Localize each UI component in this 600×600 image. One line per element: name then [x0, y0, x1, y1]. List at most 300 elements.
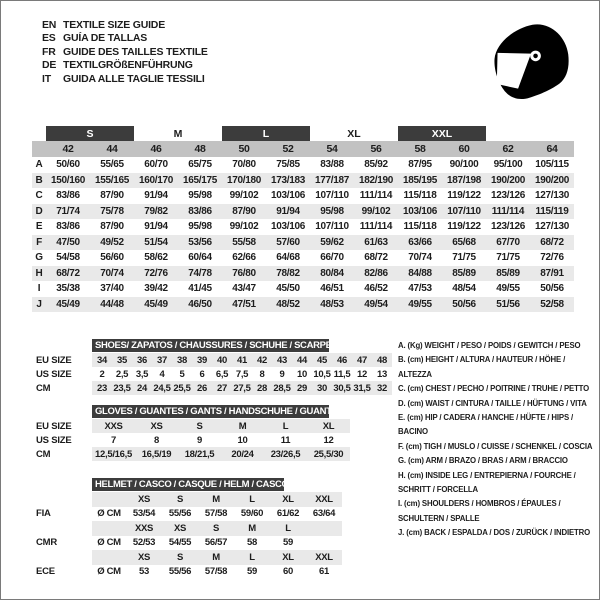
- cell-value: 165/175: [178, 173, 222, 189]
- size-band-label: M: [173, 127, 183, 140]
- legend-item: H. (cm) INSIDE LEG / ENTREPIERNA / FOURCHE / SCHRITT / FORCELLA: [398, 470, 576, 495]
- cell-value: 27: [212, 381, 232, 395]
- cell-value: 54/58: [56, 252, 80, 264]
- cell-value: 6: [199, 368, 205, 380]
- cell-value: 8: [259, 368, 265, 380]
- cell-value: 87/90: [100, 190, 124, 202]
- cell-value: 95/98: [310, 204, 354, 220]
- language-title-list: [42, 19, 208, 86]
- textile-size-table: [32, 126, 574, 312]
- language-code: FR: [42, 45, 56, 58]
- corner-cell: [32, 141, 46, 157]
- row-label: EU SIZE: [36, 420, 72, 432]
- size-number: 60: [442, 141, 486, 157]
- cell-value: 59: [247, 566, 257, 578]
- cell-value: 185/195: [398, 173, 442, 189]
- cell-value: 7,5: [235, 368, 249, 380]
- legend-item: A. (Kg) WEIGHT / PESO / POIDS / GEWITCH / PESO: [398, 341, 581, 350]
- cell-value: 84/88: [398, 266, 442, 282]
- size-number: 56: [354, 141, 398, 157]
- cell-value: 7: [111, 434, 116, 446]
- row-label: [29, 550, 92, 565]
- cell-value: 60/70: [144, 159, 168, 171]
- cell-value: 67/70: [486, 235, 530, 251]
- cell-value: 111/114: [359, 190, 393, 202]
- legend-item: I. (cm) SHOULDERS / HOMBROS / ÉPAULES / SCHULTERN / SPALLE: [398, 499, 561, 523]
- cell-value: 107/110: [315, 221, 349, 233]
- cell-value: 46: [332, 353, 352, 367]
- cell-value: 48/54: [452, 283, 476, 295]
- row-letter: F: [32, 235, 46, 251]
- row-label: US SIZE: [36, 368, 72, 380]
- cell-value: 55/56: [168, 508, 192, 520]
- cell-value: 68/72: [46, 266, 90, 282]
- cell-value: 63/66: [398, 235, 442, 251]
- cell-value: 12,5/16,5: [92, 447, 135, 461]
- cell-value: 115/118: [403, 190, 437, 202]
- size-band-label: [486, 126, 530, 141]
- row-label: US SIZE: [36, 434, 72, 446]
- legend-item: E. (cm) HIP / CADERA / HANCHE / HÜFTE / HIPS / BACINO: [398, 413, 574, 437]
- language-title: GUIDA ALLE TAGLIE TESSILI: [63, 72, 205, 85]
- cell-value: 29: [292, 381, 312, 395]
- cell-value: 107/110: [315, 190, 349, 202]
- size-label: XXL: [306, 492, 342, 507]
- cell-value: 45/50: [276, 283, 300, 295]
- table-row: [32, 157, 574, 173]
- row-letter: I: [37, 283, 41, 295]
- cell-value: 59/60: [240, 508, 264, 520]
- shoes-section-title: SHOES/ ZAPATOS / CHAUSSURES / SCHUHE / SCARPE: [92, 339, 329, 352]
- cell-value: 20/24: [221, 447, 264, 461]
- cell-value: 82/86: [354, 266, 398, 282]
- cell-value: 83/86: [56, 221, 80, 233]
- cell-value: 52/58: [530, 297, 574, 313]
- cell-value: 87/90: [222, 204, 266, 220]
- cell-value: 87/90: [100, 221, 124, 233]
- cell-value: 150/160: [46, 173, 90, 189]
- size-band-label: XL: [347, 127, 361, 140]
- cell-value: 83/86: [56, 190, 80, 202]
- table-row: [32, 281, 574, 297]
- cell-value: 57/58: [204, 566, 228, 578]
- size-label: XS: [162, 521, 198, 536]
- cell-value: 50/56: [540, 283, 564, 295]
- row-label: CMR: [36, 537, 58, 549]
- cell-value: 47/53: [408, 283, 432, 295]
- cell-value: 56/60: [100, 252, 124, 264]
- cell-value: 2,5: [115, 368, 129, 380]
- cell-value: 177/187: [310, 173, 354, 189]
- size-label: XL: [270, 492, 306, 507]
- size-label: [306, 521, 342, 536]
- row-letter: C: [35, 190, 43, 202]
- cell-value: 48/52: [266, 297, 310, 313]
- cell-value: 66/70: [320, 252, 344, 264]
- table-row: [29, 381, 392, 395]
- language-row: [42, 73, 208, 86]
- cell-value: 25,5: [173, 382, 191, 394]
- cell-value: 46/50: [178, 297, 222, 313]
- cell-value: 103/106: [398, 204, 442, 220]
- helmet-sizes-row: [29, 550, 342, 565]
- row-label: [29, 521, 92, 536]
- cell-value: 62/66: [232, 252, 256, 264]
- cell-value: 90/100: [449, 159, 479, 171]
- cell-value: 37: [152, 353, 172, 367]
- cell-value: 57/60: [266, 235, 310, 251]
- cell-value: 127/130: [534, 190, 570, 202]
- cell-value: 72/76: [540, 252, 564, 264]
- cell-value: 28,5: [273, 382, 291, 394]
- cell-value: 68/72: [530, 235, 574, 251]
- cell-value: 41/45: [188, 283, 212, 295]
- helmet-values-row: [29, 507, 342, 522]
- helmet-size-table: [29, 492, 342, 579]
- cell-value: 30: [312, 381, 332, 395]
- cell-value: 9: [197, 434, 202, 446]
- cell-value: 70/74: [408, 252, 432, 264]
- cell-value: 103/106: [270, 221, 306, 233]
- table-row: [32, 250, 574, 266]
- cell-value: 24,5: [153, 382, 171, 394]
- row-label: CM: [36, 448, 51, 460]
- size-label: S: [198, 521, 234, 536]
- cell-value: 37/40: [100, 283, 124, 295]
- cell-value: 10: [237, 434, 248, 446]
- cell-value: 75/85: [276, 159, 300, 171]
- size-label: XXS: [126, 521, 162, 536]
- helmet-sizes-row: [29, 492, 342, 507]
- size-band-label: S: [46, 126, 134, 141]
- row-label: CM: [36, 382, 51, 394]
- cell-value: 27,5: [233, 382, 251, 394]
- cell-value: 70/74: [90, 266, 134, 282]
- size-number: 46: [134, 141, 178, 157]
- size-band-row: [32, 126, 574, 141]
- cell-value: 68/72: [364, 252, 388, 264]
- cell-value: 46/52: [364, 283, 388, 295]
- row-letter: H: [32, 266, 46, 282]
- cell-value: 49/54: [354, 297, 398, 313]
- size-band-label: [32, 126, 46, 141]
- cell-value: 58/62: [144, 252, 168, 264]
- cell-value: 76/80: [222, 266, 266, 282]
- cell-value: 190/200: [486, 173, 530, 189]
- cell-value: 11,5: [333, 368, 351, 380]
- language-code: IT: [42, 72, 51, 85]
- cell-value: 65/75: [188, 159, 212, 171]
- cell-value: 91/94: [144, 221, 168, 233]
- legend-item: D. (cm) WAIST / CINTURA / TAILLE / HÜFTUNG / VITA: [398, 398, 587, 408]
- cell-value: 43: [272, 353, 292, 367]
- row-letter: G: [35, 252, 43, 264]
- cell-value: 6,5: [215, 368, 229, 380]
- cell-value: 16,5/19: [135, 447, 178, 461]
- cell-value: 45/49: [46, 297, 90, 313]
- cell-value: 12: [323, 434, 334, 446]
- table-row: [32, 235, 574, 251]
- cell-value: 56/57: [204, 537, 228, 549]
- cell-value: 173/183: [266, 173, 310, 189]
- cell-value: 119/122: [447, 190, 481, 202]
- cell-value: 5: [179, 368, 185, 380]
- cell-value: 83/88: [320, 159, 344, 171]
- cell-value: 44/48: [90, 297, 134, 313]
- cell-value: 44: [292, 353, 312, 367]
- cell-value: 41: [232, 353, 252, 367]
- size-label: M: [198, 492, 234, 507]
- cell-value: 187/198: [442, 173, 486, 189]
- cell-value: 107/110: [442, 204, 486, 220]
- cell-value: 99/102: [229, 221, 259, 233]
- table-row: [32, 173, 574, 189]
- unit-cell: [92, 492, 126, 507]
- cell-value: 59: [283, 537, 293, 549]
- unit-cell: [92, 550, 126, 565]
- cell-value: 43/47: [232, 283, 256, 295]
- table-row: [29, 433, 350, 447]
- cell-value: 71/74: [46, 204, 90, 220]
- size-label: XS: [126, 550, 162, 565]
- table-row: [32, 188, 574, 204]
- cell-value: 52/53: [132, 537, 156, 549]
- size-number: 58: [398, 141, 442, 157]
- cell-value: 51/54: [134, 235, 178, 251]
- cell-value: 45: [312, 353, 332, 367]
- size-label: L: [234, 550, 270, 565]
- cell-value: 115/118: [403, 221, 437, 233]
- size-label: M: [198, 550, 234, 565]
- cell-value: 99/102: [354, 204, 398, 220]
- legend-item: J. (cm) BACK / ESPALDA / DOS / ZURÜCK / INDIETRO: [398, 528, 591, 538]
- cell-value: [306, 536, 342, 551]
- cell-value: 61/62: [276, 508, 300, 520]
- cell-value: 31,5: [353, 382, 371, 394]
- cell-value: 64/68: [276, 252, 300, 264]
- cell-value: 35: [112, 353, 132, 367]
- cell-value: 18/21,5: [178, 447, 221, 461]
- cell-value: 57/58: [204, 508, 228, 520]
- gloves-section-title: GLOVES / GUANTES / GANTS / HANDSCHUHE / GUANTI: [92, 405, 329, 418]
- cell-value: 58: [247, 537, 257, 549]
- size-band-label: L: [222, 126, 310, 141]
- cell-value: 60/64: [188, 252, 212, 264]
- size-label: S: [162, 492, 198, 507]
- cell-value: 49/55: [398, 297, 442, 313]
- cell-value: 53: [139, 566, 149, 578]
- cell-value: 25,5/30: [307, 447, 350, 461]
- language-code: DE: [42, 59, 57, 72]
- cell-value: 83/86: [178, 204, 222, 220]
- cell-value: 12: [357, 368, 367, 380]
- cell-value: 79/82: [134, 204, 178, 220]
- table-row: [29, 353, 392, 367]
- cell-value: XS: [135, 419, 178, 433]
- size-label: M: [234, 521, 270, 536]
- cell-value: 23,5: [113, 382, 131, 394]
- helmet-icon: [493, 19, 569, 105]
- cell-value: 59/62: [310, 235, 354, 251]
- cell-value: 10,5: [313, 368, 331, 380]
- cell-value: 26: [192, 381, 212, 395]
- table-row: [32, 266, 574, 282]
- cell-value: 24: [132, 381, 152, 395]
- size-label: XL: [270, 550, 306, 565]
- cell-value: XL: [307, 419, 350, 433]
- cell-value: 30,5: [333, 382, 351, 394]
- table-row: [29, 447, 350, 461]
- cell-value: S: [178, 419, 221, 433]
- table-row: [32, 297, 574, 313]
- unit-cell: [92, 521, 126, 536]
- cell-value: 47/50: [46, 235, 90, 251]
- cell-value: 48/53: [310, 297, 354, 313]
- cell-value: 53/56: [178, 235, 222, 251]
- cell-value: 61: [319, 566, 329, 578]
- cell-value: 99/102: [229, 190, 259, 202]
- cell-value: 53/54: [132, 508, 156, 520]
- language-row: [42, 32, 208, 45]
- cell-value: 123/126: [490, 221, 526, 233]
- row-letter: B: [32, 173, 46, 189]
- cell-value: 95/98: [188, 221, 212, 233]
- cell-value: 123/126: [490, 190, 526, 202]
- cell-value: 111/114: [359, 221, 393, 233]
- row-letter: D: [32, 204, 46, 220]
- cell-value: 40: [212, 353, 232, 367]
- cell-value: 54/55: [168, 537, 192, 549]
- size-label: S: [162, 550, 198, 565]
- table-row: [32, 204, 574, 220]
- helmet-values-row: [29, 536, 342, 551]
- row-letter: E: [35, 221, 43, 233]
- cell-value: 13: [377, 368, 387, 380]
- cell-value: 55/58: [222, 235, 266, 251]
- row-letter: A: [35, 159, 43, 171]
- language-code: EN: [42, 19, 57, 31]
- gloves-size-section: [29, 405, 350, 461]
- cell-value: 190/200: [530, 173, 574, 189]
- cell-value: 39: [192, 353, 212, 367]
- language-row: [42, 46, 208, 59]
- cell-value: 8: [154, 434, 159, 446]
- cell-value: 63/64: [312, 508, 336, 520]
- cell-value: 127/130: [534, 221, 570, 233]
- size-number: 64: [530, 141, 574, 157]
- cell-value: 55/65: [100, 159, 124, 171]
- cell-value: 103/106: [270, 190, 306, 202]
- size-number: 62: [486, 141, 530, 157]
- row-label: [29, 492, 92, 507]
- cell-value: 71/75: [452, 252, 476, 264]
- cell-value: 91/94: [266, 204, 310, 220]
- size-number: 44: [90, 141, 134, 157]
- cell-value: M: [221, 419, 264, 433]
- helmet-values-row: [29, 565, 342, 580]
- cell-value: 42: [252, 353, 272, 367]
- language-title: TEXTILE SIZE GUIDE: [63, 19, 165, 31]
- row-label: FIA: [36, 508, 51, 520]
- cell-value: 111/114: [486, 204, 530, 220]
- cell-value: 70/80: [232, 159, 256, 171]
- cell-value: 74/78: [178, 266, 222, 282]
- unit-cell: Ø CM: [97, 508, 121, 520]
- cell-value: 4: [159, 368, 165, 380]
- cell-value: 23/26,5: [264, 447, 307, 461]
- cell-value: 35/38: [56, 283, 80, 295]
- language-title: TEXTILGRÖßENFÜHRUNG: [63, 59, 193, 72]
- size-label: L: [234, 492, 270, 507]
- table-row: [29, 419, 350, 433]
- row-letter: J: [32, 297, 46, 313]
- cell-value: 119/122: [447, 221, 481, 233]
- cell-value: 28: [252, 381, 272, 395]
- cell-value: 11: [280, 434, 291, 446]
- shoes-size-section: [29, 339, 392, 395]
- cell-value: 87/91: [530, 266, 574, 282]
- size-number: 42: [46, 141, 90, 157]
- cell-value: 48: [372, 353, 392, 367]
- cell-value: XXS: [92, 419, 135, 433]
- cell-value: 155/165: [90, 173, 134, 189]
- cell-value: 85/92: [364, 159, 388, 171]
- legend-item: B. (cm) HEIGHT / ALTURA / HAUTEUR / HÖHE / ALTEZZA: [398, 355, 566, 379]
- cell-value: 38: [172, 353, 192, 367]
- size-number: 50: [222, 141, 266, 157]
- language-row: [42, 19, 208, 32]
- cell-value: 32: [372, 381, 392, 395]
- language-code: ES: [42, 32, 56, 45]
- cell-value: 61/63: [354, 235, 398, 251]
- legend-item: C. (cm) CHEST / PECHO / POITRINE / TRUHE / PETTO: [398, 384, 590, 394]
- cell-value: 50/60: [56, 159, 80, 171]
- helmet-sizes-row: [29, 521, 342, 536]
- cell-value: 170/180: [222, 173, 266, 189]
- legend-item: G. (cm) ARM / BRAZO / BRAS / ARM / BRACCIO: [398, 456, 568, 466]
- cell-value: 46/51: [320, 283, 344, 295]
- cell-value: 65/68: [442, 235, 486, 251]
- size-band-label: XXL: [398, 126, 486, 141]
- cell-value: 80/84: [310, 266, 354, 282]
- cell-value: 45/49: [134, 297, 178, 313]
- cell-value: 34: [92, 353, 112, 367]
- language-row: [42, 59, 208, 72]
- cell-value: 78/82: [266, 266, 310, 282]
- cell-value: 47/51: [222, 297, 266, 313]
- cell-value: 23: [92, 381, 112, 395]
- cell-value: 2: [99, 368, 105, 380]
- cell-value: 182/190: [354, 173, 398, 189]
- language-title: GUIDE DES TAILLES TEXTILE: [63, 45, 208, 58]
- size-number: 52: [266, 141, 310, 157]
- language-title: GUÍA DE TALLAS: [63, 32, 148, 45]
- size-label: XS: [126, 492, 162, 507]
- helmet-section-title: HELMET / CASCO / CASQUE / HELM / CASCO: [92, 478, 284, 491]
- table-row: [32, 219, 574, 235]
- cell-value: 60: [283, 566, 293, 578]
- cell-value: 51/56: [486, 297, 530, 313]
- cell-value: 85/89: [486, 266, 530, 282]
- cell-value: 160/170: [134, 173, 178, 189]
- cell-value: 55/56: [168, 566, 192, 578]
- cell-value: 75/78: [90, 204, 134, 220]
- cell-value: 85/89: [442, 266, 486, 282]
- cell-value: 10: [297, 368, 307, 380]
- cell-value: 3,5: [135, 368, 149, 380]
- helmet-size-section: [29, 478, 342, 579]
- cell-value: 49/55: [496, 283, 520, 295]
